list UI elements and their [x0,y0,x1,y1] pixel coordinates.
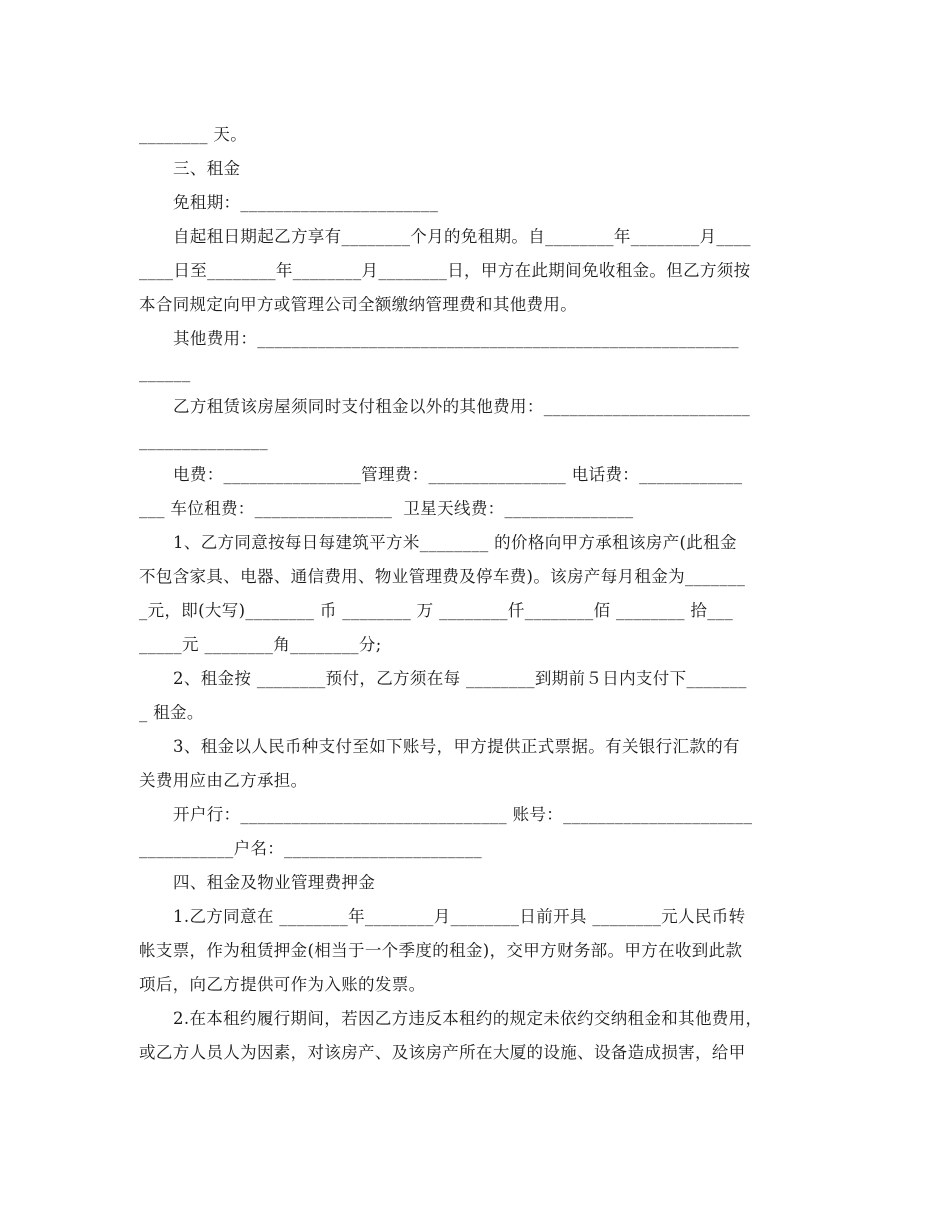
text-line: 不包含家具、电器、通信费用、物业管理费及停车费)。该房产每月租金为_______ [139,567,746,586]
text-line: _元，即(大写)________ 币 ________ 万 ________仟________佰 ________ 拾___ [139,601,734,620]
text-line: _____元 ________角________分; [139,635,382,654]
text-line: 2.在本租约履行期间，若因乙方违反本租约的规定未依约交纳租金和其他费用， [173,1009,763,1028]
text-line: 项后，向乙方提供可作为入账的发票。 [139,975,426,994]
text-line: _ 租金。 [139,703,204,722]
document-body [139,118,811,1070]
text-line: 或乙方人员人为因素，对该房产、及该房产所在大厦的设施、设备造成损害，给甲 [139,1043,746,1062]
text-line: 本合同规定向甲方或管理公司全额缴纳管理费和其他费用。 [139,295,578,314]
text-line: 3、租金以人民币种支付至如下账号，甲方提供正式票据。有关银行汇款的有 [173,737,740,756]
text-line: 1、乙方同意按每日每建筑平方米________ 的价格向甲方承租该房产(此租金 [173,533,737,552]
text-line: 乙方租赁该房屋须同时支付租金以外的其他费用：________________________ [173,397,751,416]
text-line: 自起租日期起乙方享有________个月的免租期。自________年________月____ [173,227,751,246]
text-line: 其他费用：________________________________________________________ [173,329,739,348]
text-line: 1.乙方同意在 ________年________月________日前开具 ________元人民币转 [173,907,746,926]
text-line: 开户行：_______________________________ 账号：______________________ [173,805,753,824]
section-heading-rent: 三、租金 [173,159,241,178]
text-line: ___ 车位租费：________________ 卫星天线费：_______________ [139,499,634,518]
text-line: ______ [139,363,191,382]
text-line: ________ 天。 [139,125,248,144]
section-heading-deposit: 四、租金及物业管理费押金 [173,873,376,892]
text-line: 免租期：_______________________ [173,193,439,212]
text-line: ___________户名：_______________________ [139,839,482,858]
text-line: 2、租金按 ________预付，乙方须在每 ________到期前５日内支付下_______ [173,669,747,688]
text-line: 电费：________________管理费：________________ 电话费：____________ [173,465,743,484]
text-line: 关费用应由乙方承担。 [139,771,308,790]
text-line: 帐支票，作为租赁押金(相当于一个季度的租金)，交甲方财务部。甲方在收到此款 [139,941,743,960]
text-line: _______________ [139,431,268,450]
text-line: ____日至________年________月________日，甲方在此期间免收租金。但乙方须按 [139,261,751,280]
